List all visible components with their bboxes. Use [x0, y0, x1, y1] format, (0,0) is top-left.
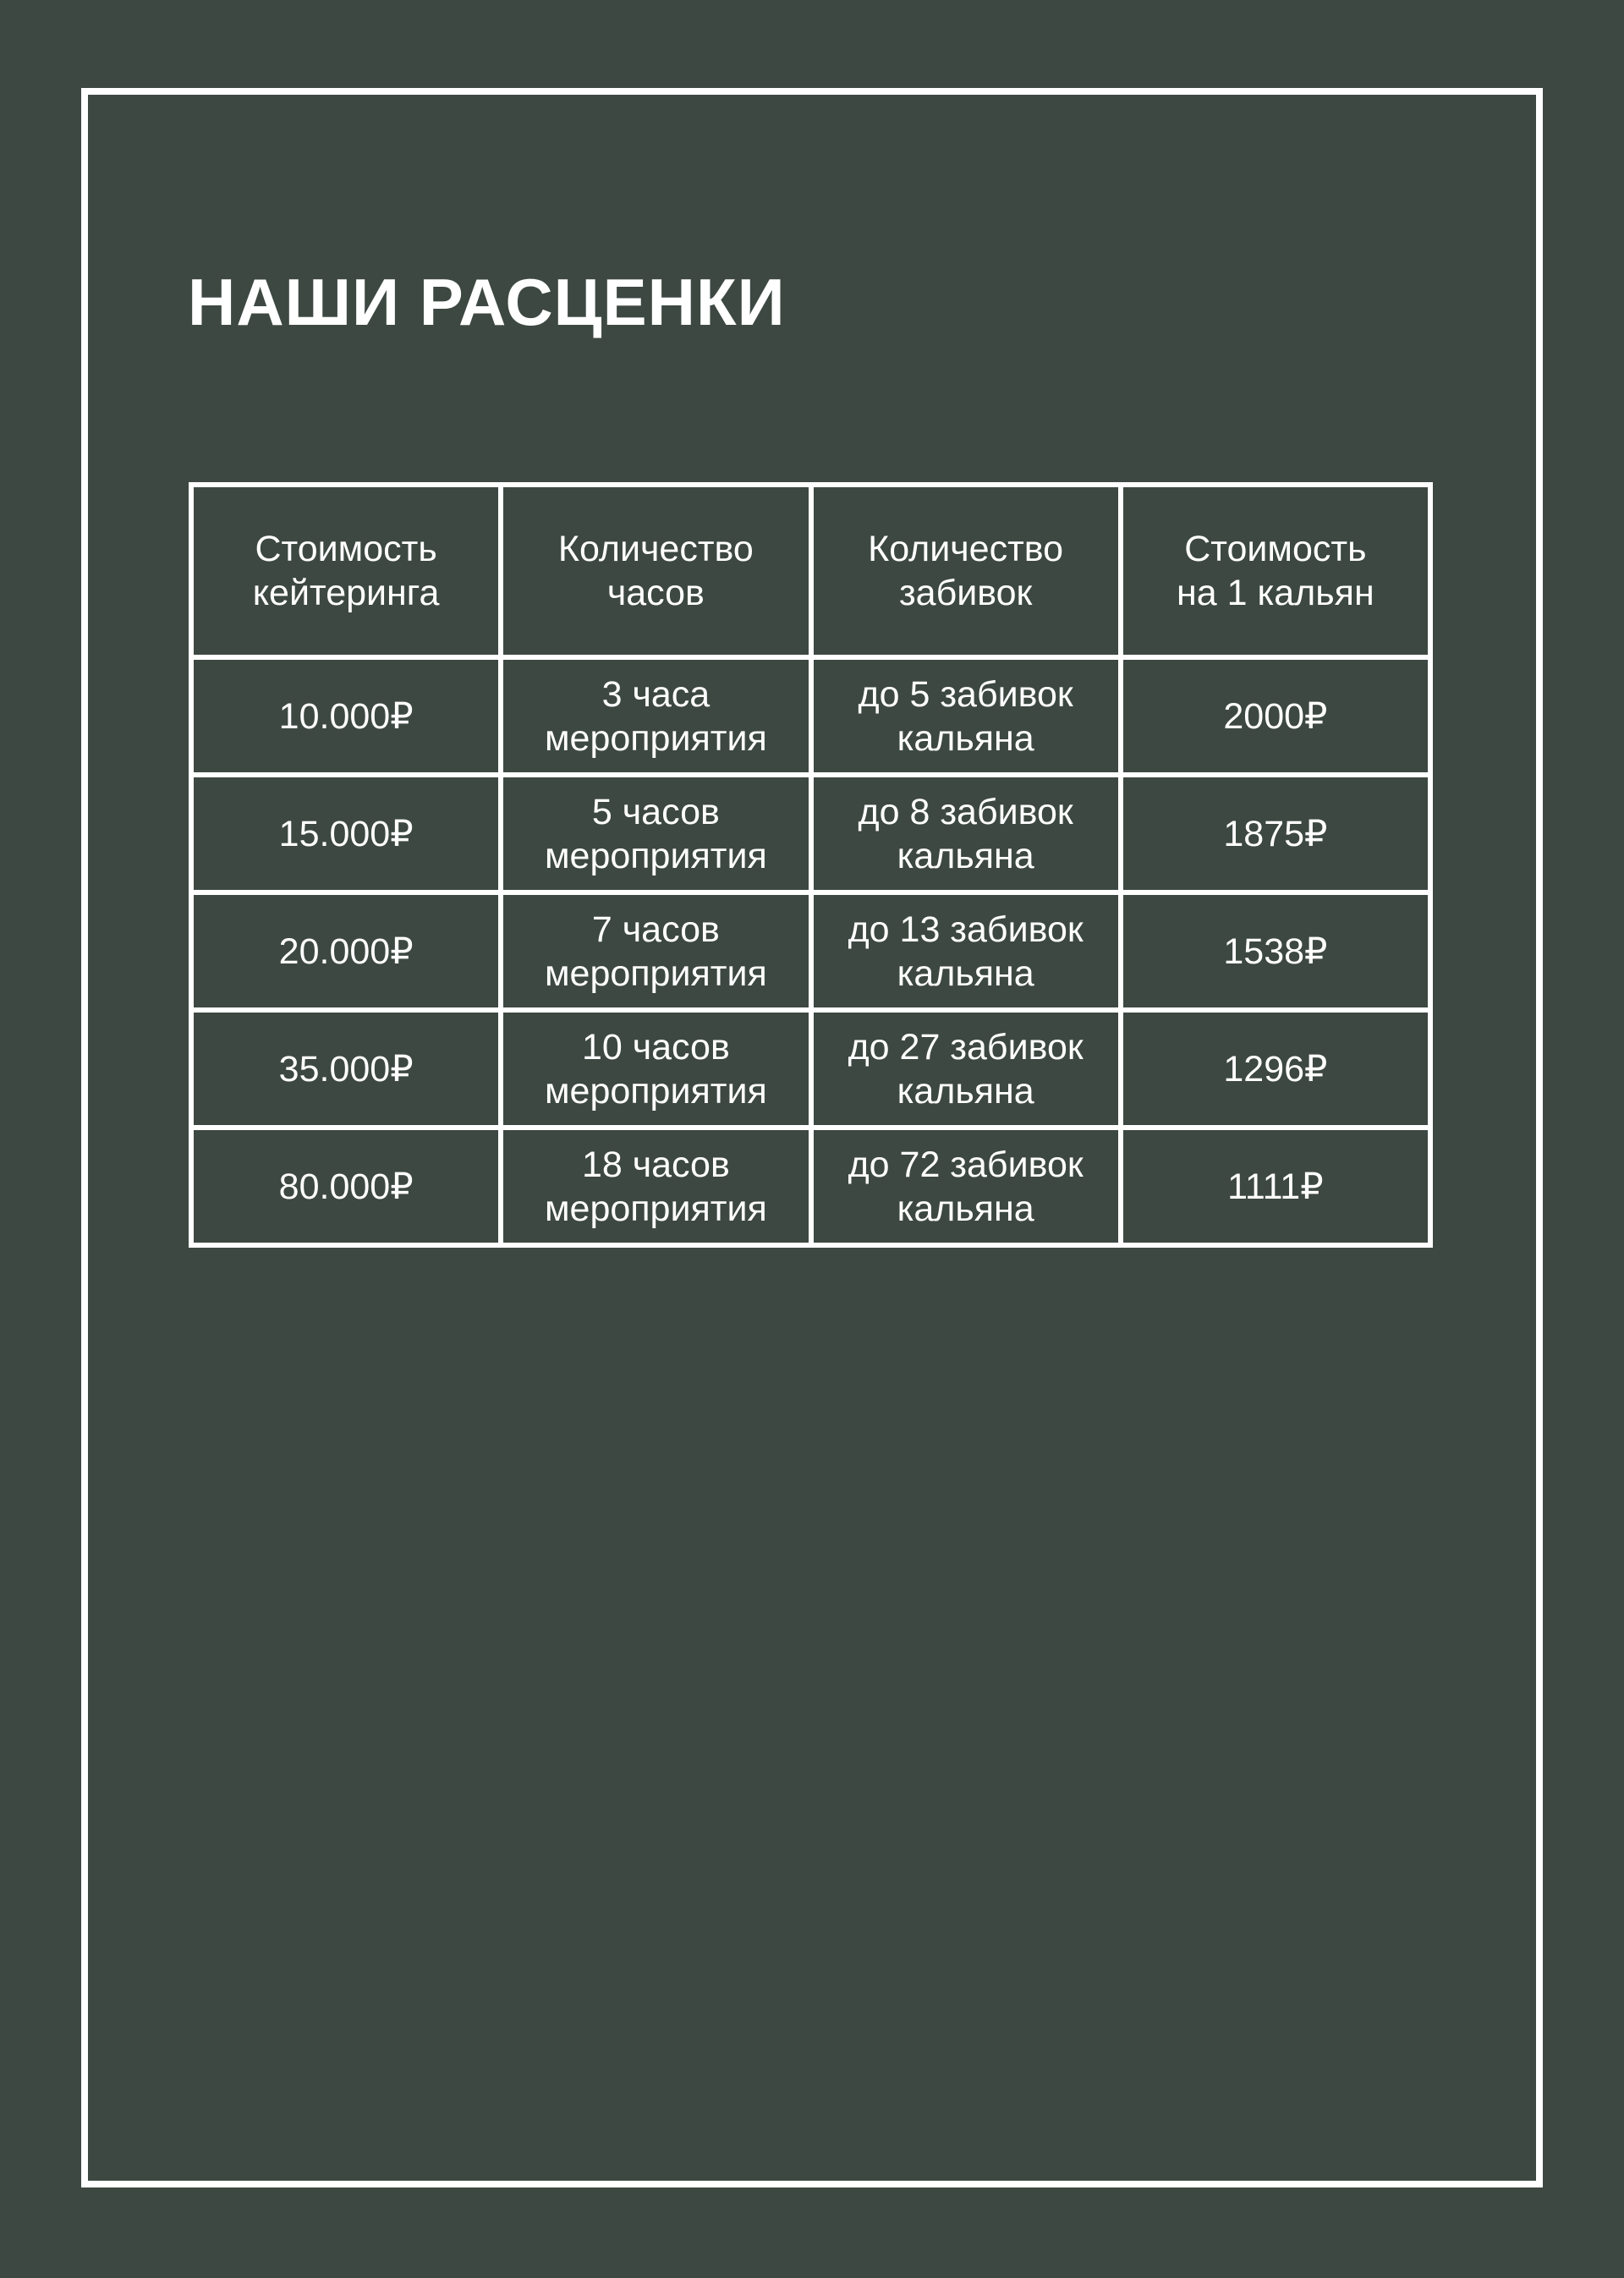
cell-cost-per-hookah: 1538₽: [1121, 892, 1430, 1010]
cell-refills: до 5 забивок кальяна: [811, 657, 1121, 775]
cell-catering-cost: 20.000₽: [191, 892, 501, 1010]
header-cost-per-hookah: Стоимость на 1 кальян: [1121, 485, 1430, 657]
table-row: [191, 1010, 1430, 1128]
cell-refills: до 8 забивок кальяна: [811, 775, 1121, 892]
table-header-row: [191, 485, 1430, 657]
cell-refills: до 72 забивок кальяна: [811, 1128, 1121, 1245]
header-hours: Количество часов: [501, 485, 810, 657]
cell-hours: 3 часа мероприятия: [501, 657, 810, 775]
cell-hours: 7 часов мероприятия: [501, 892, 810, 1010]
table-row: [191, 892, 1430, 1010]
page-title: НАШИ РАСЦЕНКИ: [188, 265, 786, 339]
cell-hours: 18 часов мероприятия: [501, 1128, 810, 1245]
cell-cost-per-hookah: 2000₽: [1121, 657, 1430, 775]
cell-catering-cost: 35.000₽: [191, 1010, 501, 1128]
cell-catering-cost: 10.000₽: [191, 657, 501, 775]
table-row: [191, 1128, 1430, 1245]
cell-hours: 5 часов мероприятия: [501, 775, 810, 892]
cell-catering-cost: 80.000₽: [191, 1128, 501, 1245]
cell-refills: до 13 забивок кальяна: [811, 892, 1121, 1010]
cell-hours: 10 часов мероприятия: [501, 1010, 810, 1128]
table-row: [191, 775, 1430, 892]
header-catering-cost: Стоимость кейтеринга: [191, 485, 501, 657]
cell-cost-per-hookah: 1875₽: [1121, 775, 1430, 892]
header-refills: Количество забивок: [811, 485, 1121, 657]
cell-cost-per-hookah: 1296₽: [1121, 1010, 1430, 1128]
cell-refills: до 27 забивок кальяна: [811, 1010, 1121, 1128]
cell-cost-per-hookah: 1111₽: [1121, 1128, 1430, 1245]
cell-catering-cost: 15.000₽: [191, 775, 501, 892]
price-table: [189, 482, 1433, 1248]
table-row: [191, 657, 1430, 775]
